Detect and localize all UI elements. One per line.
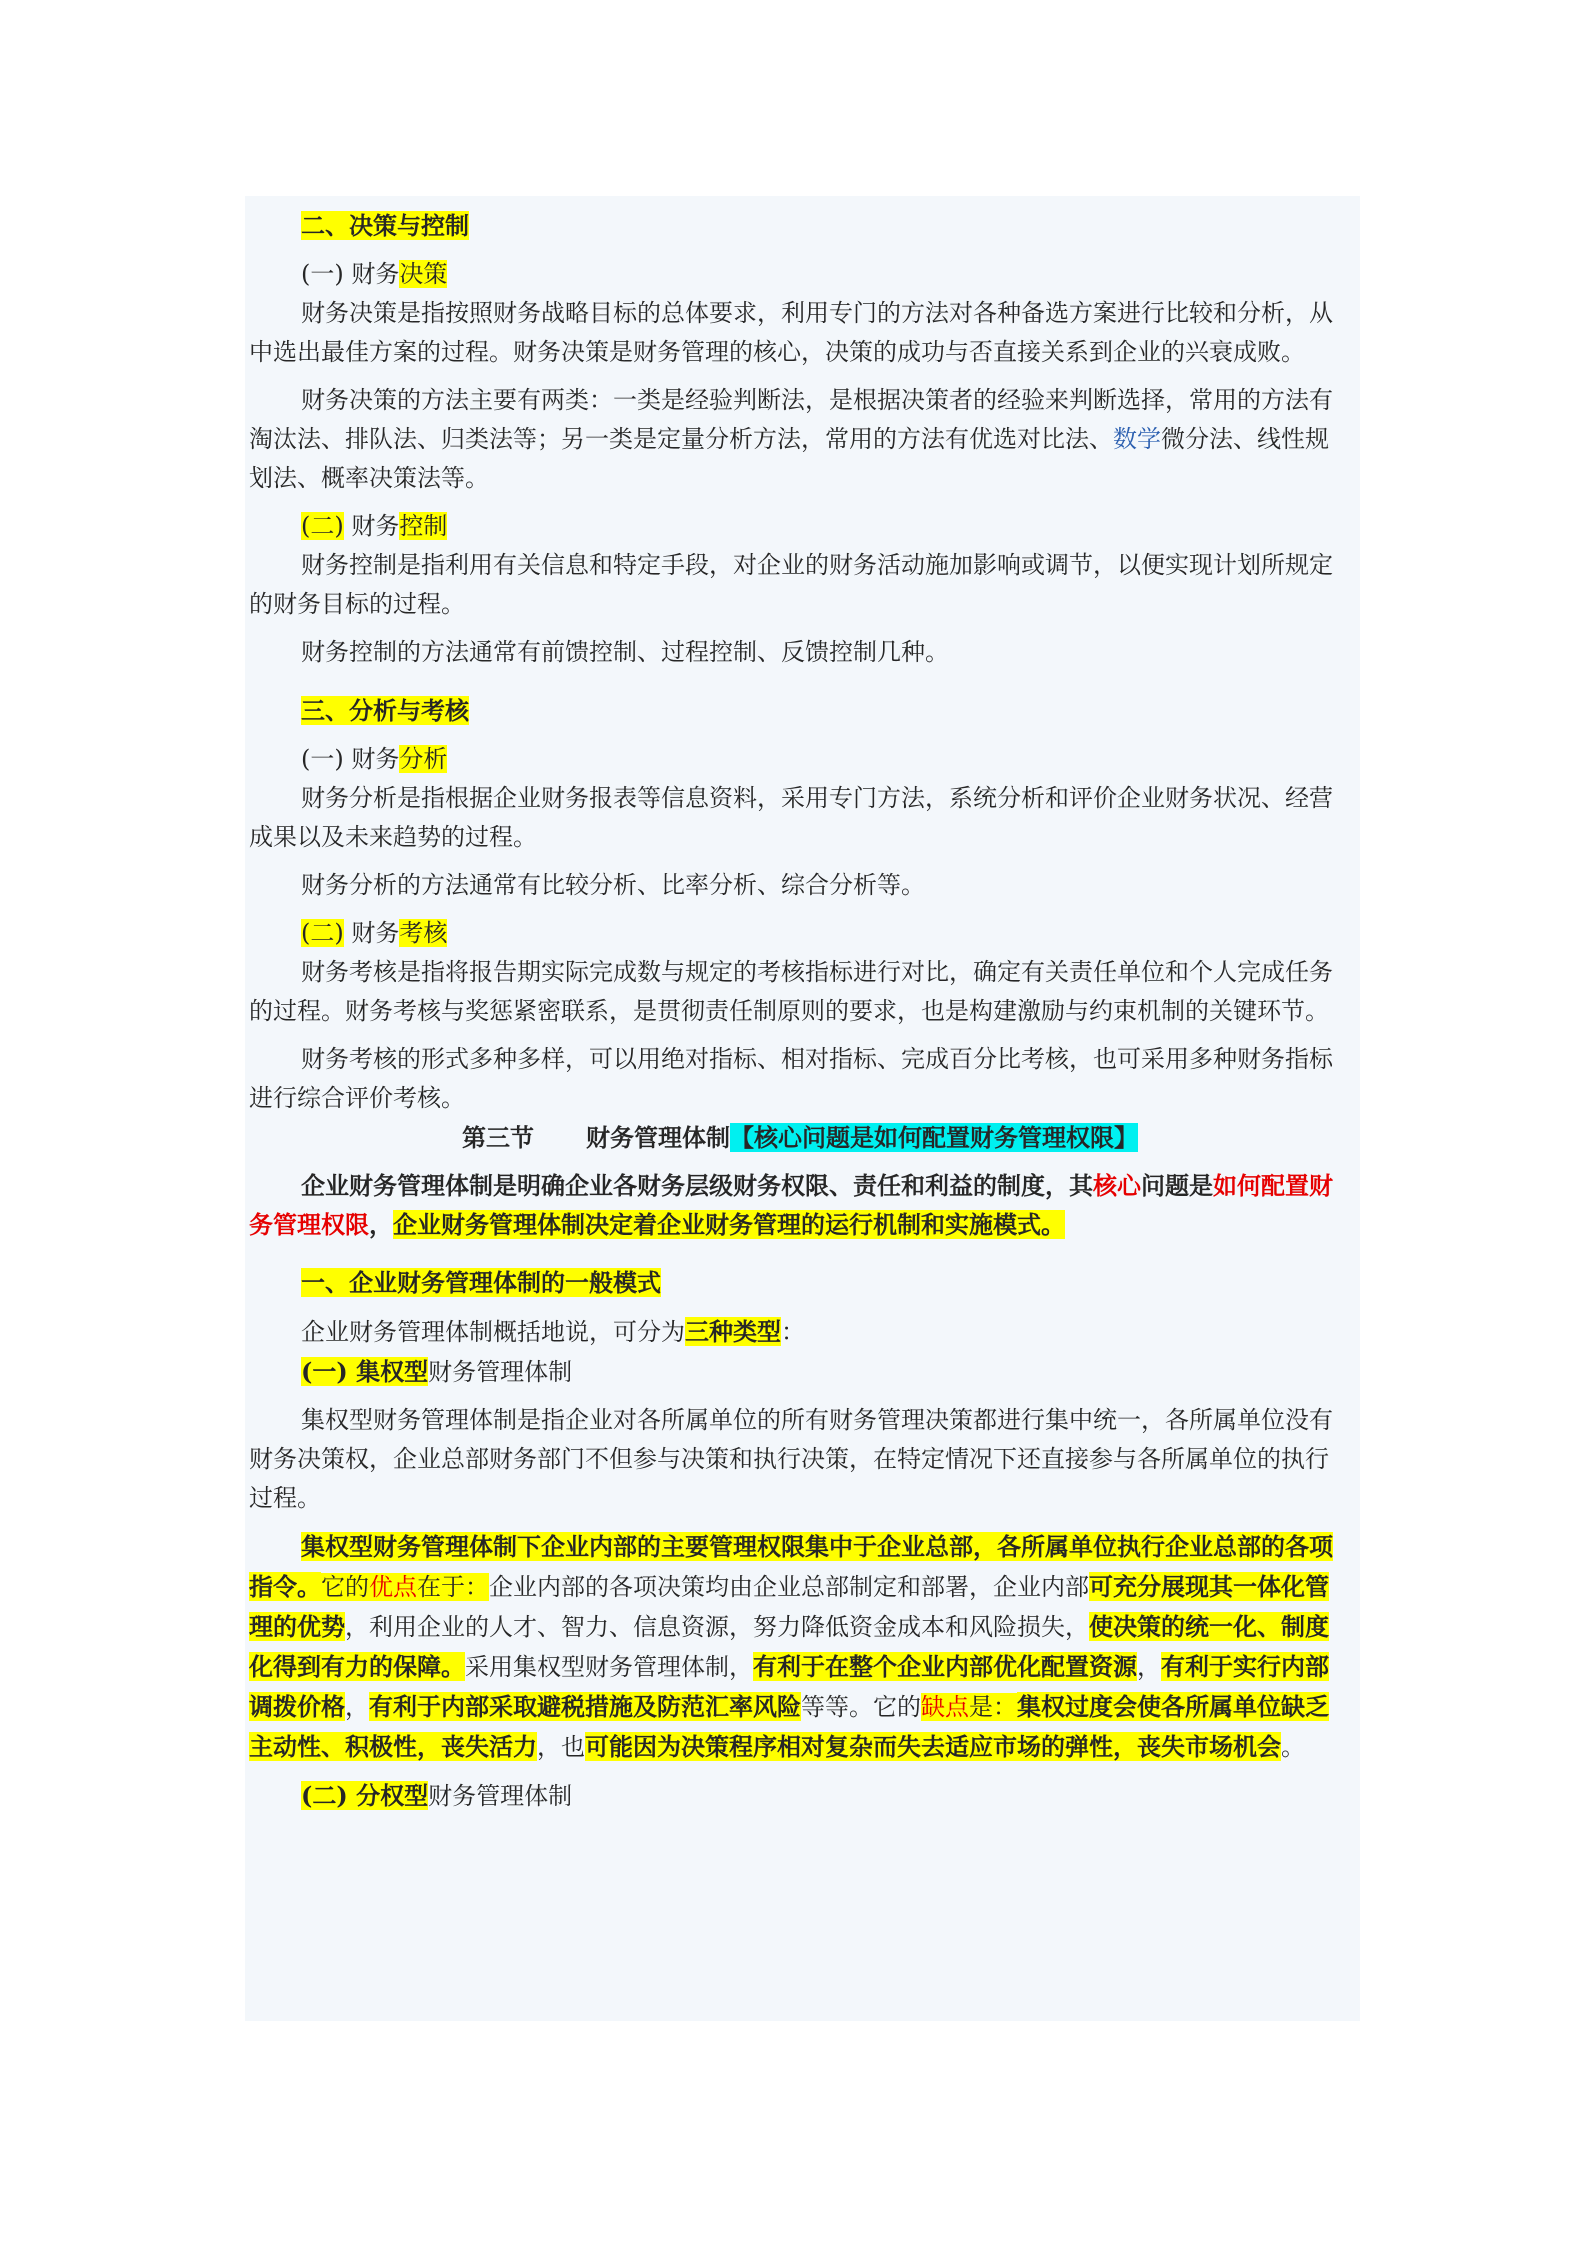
paragraph-text: 企业财务管理体制概括地说，可分为 <box>301 1318 685 1346</box>
subheading-prefix: 财务 <box>343 512 400 540</box>
paragraph: 财务决策是指按照财务战略目标的总体要求，利用专门的方法对各种备选方案进行比较和分析，从中选出最佳方案的过程。财务决策是财务管理的核心，决策的成功与否直接关系到企业的兴衰成败。 <box>249 299 1333 366</box>
highlight-text: 集权过度会使各所属单位缺乏主动性、积极性，丧失活力 <box>249 1692 1329 1761</box>
subheading-financial-analysis <box>249 740 1351 779</box>
paragraph-text: 微分法、线性规划法、概率决策法等。 <box>249 425 1329 492</box>
plain-text: ，也 <box>537 1733 585 1761</box>
section-heading <box>249 1118 1351 1157</box>
highlight-red: 缺点 <box>921 1693 969 1721</box>
highlight-text: 可充分展现其一体化管理的优势 <box>249 1572 1329 1641</box>
subheading-highlight: (一) 集权型 <box>301 1357 429 1386</box>
paragraph-highlight: 三种类型 <box>685 1317 781 1346</box>
subheading-suffix: 财务管理体制 <box>428 1782 573 1810</box>
paragraph: 财务分析的方法通常有比较分析、比率分析、综合分析等。 <box>301 871 925 899</box>
intro-highlight: 企业财务管理体制决定着企业财务管理的运行机制和实施模式。 <box>393 1210 1065 1239</box>
subheading-highlight: 分析 <box>399 745 448 773</box>
highlight-red: 优点 <box>369 1573 417 1601</box>
highlight-text: 它的 <box>321 1573 369 1601</box>
subheading-financial-decision <box>249 255 1351 294</box>
math-link[interactable]: 数学 <box>1113 425 1161 453</box>
subheading-financial-assessment <box>249 914 1351 953</box>
subheading-prefix: (一) 财务 <box>301 260 400 288</box>
paragraph: 财务考核是指将报告期实际完成数与规定的考核指标进行对比，确定有关责任单位和个人完成任务的过程。财务考核与奖惩紧密联系，是贯彻责任制原则的要求，也是构建激励与约束机制的关键环节。 <box>249 958 1333 1025</box>
subheading-highlight: 考核 <box>399 919 448 947</box>
highlight-text: 有利于内部采取避税措施及防范汇率风险 <box>369 1692 801 1721</box>
paragraph: 财务控制是指利用有关信息和特定手段，对企业的财务活动施加影响或调节，以便实现计划所规定的财务目标的过程。 <box>249 551 1333 618</box>
subheading-financial-control <box>249 507 1351 546</box>
subheading-number: (二) <box>301 919 344 947</box>
highlight-text: 有利于在整个企业内部优化配置资源 <box>753 1652 1137 1681</box>
intro-text: 企业财务管理体制是明确企业各财务层级财务权限、责任和利益的制度，其 <box>301 1171 1093 1200</box>
paragraph: 财务控制的方法通常有前馈控制、过程控制、反馈控制几种。 <box>301 638 949 666</box>
section-note: 【核心问题是如何配置财务管理权限】 <box>730 1123 1138 1152</box>
paragraph <box>249 1312 1351 1352</box>
highlight-text: 集权型财务管理体制下企业内部的主要管理权限集中于企业总部，各所属单位执行企业总部的各项指令。 <box>249 1532 1333 1601</box>
plain-text: ， <box>345 1693 369 1721</box>
subheading-highlight: 决策 <box>399 260 448 288</box>
highlight-text: 在于： <box>417 1573 489 1601</box>
highlight-text: 使决策的统一化、制度化得到有力的保障。 <box>249 1612 1329 1681</box>
section-label: 第三节 <box>462 1123 534 1152</box>
subheading-number: (二) <box>301 512 344 540</box>
subheading-decentralized <box>249 1776 1351 1816</box>
subheading-prefix: 财务 <box>343 919 400 947</box>
highlight-text: 是： <box>969 1693 1017 1721</box>
plain-text: 。 <box>1281 1733 1305 1761</box>
plain-text: 等等。它的 <box>801 1693 921 1721</box>
subheading-prefix: (一) 财务 <box>301 745 400 773</box>
subheading-suffix: 财务管理体制 <box>428 1358 573 1386</box>
subheading-highlight: 控制 <box>399 512 448 540</box>
paragraph <box>249 381 1351 498</box>
heading-analysis-assessment <box>249 691 1351 731</box>
subheading-highlight: (二) 分权型 <box>301 1781 429 1810</box>
paragraph: 财务分析是指根据企业财务报表等信息资料，采用专门方法，系统分析和评价企业财务状况、经营成果以及未来趋势的过程。 <box>249 784 1333 851</box>
paragraph: 财务考核的形式多种多样，可以用绝对指标、相对指标、完成百分比考核，也可采用多种财务指标进行综合评价考核。 <box>249 1045 1333 1112</box>
intro-red: 如何配置财务管理权限 <box>249 1171 1333 1239</box>
plain-text: ， <box>1137 1653 1161 1681</box>
highlight-text: 可能因为决策程序相对复杂而失去适应市场的弹性，丧失市场机会 <box>585 1732 1281 1761</box>
paragraph-text: 财务决策的方法主要有两类：一类是经验判断法，是根据决策者的经验来判断选择，常用的方法有淘汰法、排队法、归类法等；另一类是定量分析方法，常用的方法有优选对比法、 <box>249 386 1333 453</box>
document-body <box>249 206 1351 1816</box>
plain-text: 企业内部的各项决策均由企业总部制定和部署，企业内部 <box>489 1573 1089 1601</box>
intro-red: 核心 <box>1093 1171 1141 1200</box>
section-title: 财务管理体制 <box>586 1123 730 1152</box>
intro-text: ， <box>369 1210 393 1239</box>
paragraph-text: ： <box>781 1318 805 1346</box>
plain-text: ，利用企业的人才、智力、信息资源，努力降低资金成本和风险损失， <box>345 1613 1089 1641</box>
document-page <box>245 196 1360 2021</box>
subheading-centralized <box>249 1352 1351 1392</box>
heading-decision-control <box>249 206 1351 246</box>
intro-paragraph <box>249 1166 1351 1244</box>
plain-text: 采用集权型财务管理体制， <box>465 1653 753 1681</box>
heading-text: 二、决策与控制 <box>301 211 469 240</box>
heading-text: 三、分析与考核 <box>301 696 469 725</box>
heading-general-modes <box>249 1263 1351 1303</box>
paragraph: 集权型财务管理体制是指企业对各所属单位的所有财务管理决策都进行集中统一，各所属单位没有财务决策权，企业总部财务部门不但参与决策和执行决策，在特定情况下还直接参与各所属单位的执行过程。 <box>249 1406 1333 1512</box>
heading-text: 一、企业财务管理体制的一般模式 <box>301 1268 661 1297</box>
highlight-text: 有利于实行内部调拨价格 <box>249 1652 1329 1721</box>
centralized-detail-paragraph <box>249 1527 1351 1767</box>
intro-text: 问题是 <box>1141 1171 1213 1200</box>
